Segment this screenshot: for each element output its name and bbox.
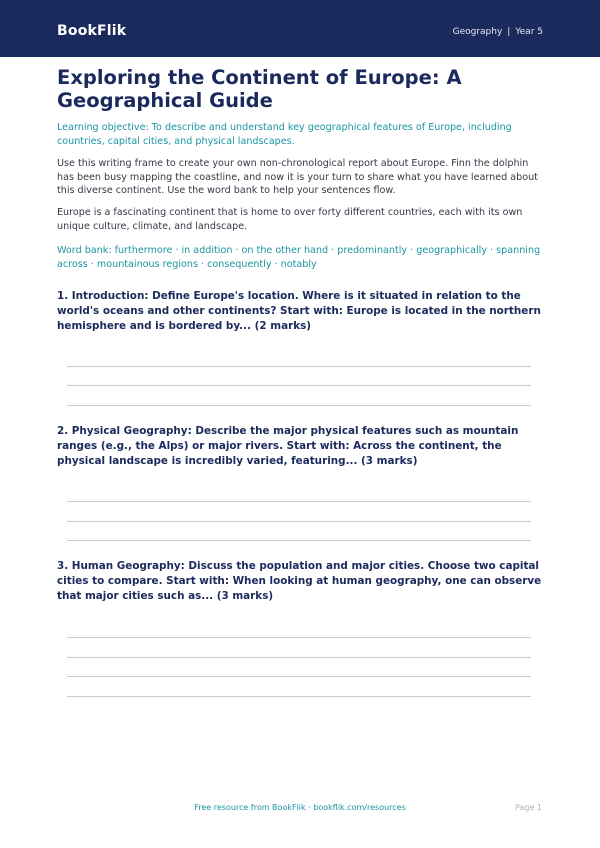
answer-line[interactable] bbox=[67, 405, 531, 406]
footer-resource-link[interactable]: Free resource from BookFlik · bookflik.com/resources bbox=[194, 803, 406, 812]
learning-objective: Learning objective: To describe and understand key geographical features of Europe, including countries, capital cities, and physical landscapes. bbox=[57, 122, 512, 147]
answer-line[interactable] bbox=[67, 501, 531, 502]
page-number: Page 1 bbox=[515, 803, 542, 812]
question-1: 1. Introduction: Define Europe's location. Where is it situated in relation to the world's oceans and other continents? Start with: Europe is located in the northern hemisphere and is bordered by... (2 marks) bbox=[57, 290, 541, 332]
subject-breadcrumb bbox=[453, 27, 543, 37]
year-label: Year 5 bbox=[515, 27, 543, 37]
answer-line[interactable] bbox=[67, 676, 531, 677]
answer-line[interactable] bbox=[67, 696, 531, 697]
question-2: 2. Physical Geography: Describe the major physical features such as mountain ranges (e.g., the Alps) or major rivers. Start with: Across the continent, the physical landscape is incredibly varied, featuring... (3 marks) bbox=[57, 425, 519, 467]
header-bar bbox=[0, 0, 600, 57]
context-paragraph: Europe is a fascinating continent that is home to over forty different countries, each with its own unique culture, climate, and landscape. bbox=[57, 207, 523, 232]
intro-paragraph: Use this writing frame to create your own non-chronological report about Europe. Finn the dolphin has been busy mapping the coastline, and now it is your turn to share what you have learned about this diverse continent. Use the word bank to help your sentences flow. bbox=[57, 158, 538, 196]
breadcrumb-separator: | bbox=[507, 27, 511, 37]
brand-logo[interactable]: BookFlik bbox=[57, 23, 127, 39]
question-3: 3. Human Geography: Discuss the population and major cities. Choose two capital cities to compare. Start with: When looking at human geography, one can observe that major cities such as... (3 marks) bbox=[57, 560, 542, 602]
answer-line[interactable] bbox=[67, 521, 531, 522]
answer-line[interactable] bbox=[67, 366, 531, 367]
answer-line[interactable] bbox=[67, 657, 531, 658]
answer-line[interactable] bbox=[67, 540, 531, 541]
answer-line[interactable] bbox=[67, 637, 531, 638]
subject-label: Geography bbox=[452, 27, 503, 37]
worksheet-title: Exploring the Continent of Europe: A Geographical Guide bbox=[57, 66, 462, 112]
answer-line[interactable] bbox=[67, 385, 531, 386]
word-bank: Word bank: furthermore · in addition · on the other hand · predominantly · geographically · spanning across · mountainous regions · consequently · notably bbox=[57, 245, 541, 270]
